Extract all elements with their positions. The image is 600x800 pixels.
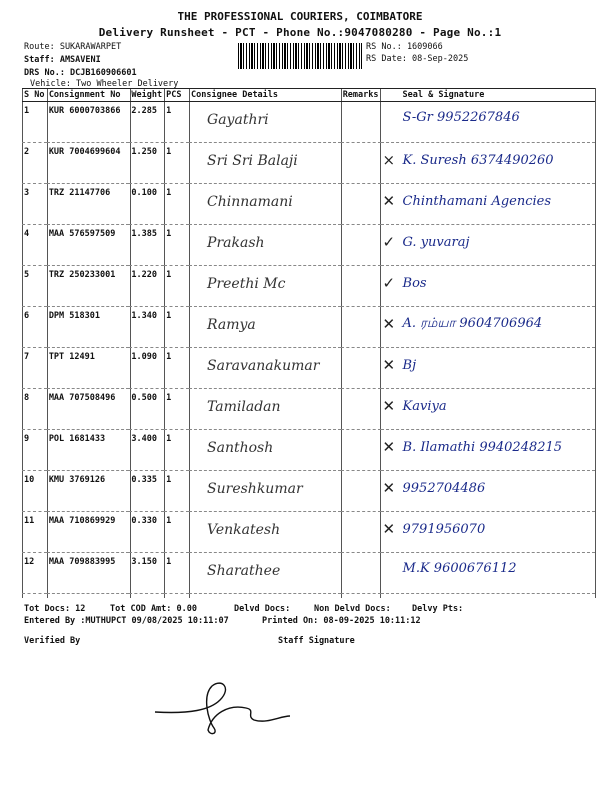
row-sno: 6	[22, 307, 47, 348]
receiver-signature: 9791956070	[402, 521, 486, 537]
row-consignee	[189, 430, 341, 471]
table-row	[22, 512, 595, 553]
table-row	[22, 102, 595, 143]
row-sno: 12	[22, 553, 47, 594]
row-consignee	[189, 307, 341, 348]
tot-cod: Tot COD Amt: 0.00	[110, 604, 197, 614]
receiver-signature: 9952704486	[402, 480, 486, 496]
vehicle-label: Vehicle: Two Wheeler Delivery	[30, 79, 179, 89]
barcode-image	[238, 43, 362, 69]
row-consignment: TRZ 21147706	[47, 184, 130, 225]
table-row	[22, 184, 595, 225]
delvy-pts: Delvy Pts:	[412, 604, 464, 614]
row-seal-signature	[381, 553, 595, 594]
row-consignee	[189, 184, 341, 225]
consignee-handwriting: Preethi Mc	[207, 276, 286, 292]
table-row	[22, 553, 595, 594]
row-weight: 0.500	[129, 389, 164, 430]
row-pcs: 1	[164, 266, 189, 307]
delvd-docs: Delvd Docs:	[234, 604, 291, 614]
runsheet-table	[22, 88, 595, 594]
col-pcs: PCS	[164, 89, 189, 102]
consignee-handwriting: Sharathee	[207, 563, 281, 579]
delivery-mark: ✓	[382, 233, 396, 251]
row-seal-signature	[381, 184, 595, 225]
table-row	[22, 430, 595, 471]
row-sno: 11	[22, 512, 47, 553]
row-remarks	[341, 102, 381, 143]
row-remarks	[341, 266, 381, 307]
row-remarks	[341, 471, 381, 512]
row-consignee	[189, 553, 341, 594]
company-name: THE PROFESSIONAL COURIERS, COIMBATORE	[177, 10, 423, 23]
receiver-signature: S-Gr 9952267846	[402, 110, 520, 125]
table-row	[22, 225, 595, 266]
row-seal-signature	[381, 348, 595, 389]
entered-by: Entered By :MUTHUPCT 09/08/2025 10:11:07	[24, 616, 229, 626]
non-delvd-docs: Non Delvd Docs:	[314, 604, 391, 614]
col-consignee: Consignee Details	[189, 89, 341, 102]
row-pcs: 1	[164, 225, 189, 266]
row-consignment: MAA 709883995	[47, 553, 130, 594]
staff-handwritten-signature	[150, 670, 300, 740]
row-remarks	[341, 430, 381, 471]
consignee-handwriting: Santhosh	[207, 440, 274, 456]
table-row	[22, 389, 595, 430]
row-weight: 1.090	[129, 348, 164, 389]
col-weight: Weight	[131, 90, 163, 100]
table-row	[22, 307, 595, 348]
col-consignment: Consignment No	[47, 89, 130, 102]
runsheet-title: Delivery Runsheet - PCT - Phone No.:9047080280 - Page No.:1	[98, 26, 502, 39]
printed-on: Printed On: 08-09-2025 10:11:12	[262, 616, 421, 626]
row-weight: 1.385	[129, 225, 164, 266]
row-consignee	[189, 389, 341, 430]
table-row	[22, 471, 595, 512]
row-consignee	[189, 102, 341, 143]
row-sno: 5	[22, 266, 47, 307]
drs-number: DRS No.: DCJB160906601	[24, 68, 137, 78]
staff-label: Staff: AMSAVENI	[24, 55, 101, 65]
row-consignee	[189, 512, 341, 553]
row-weight: 1.220	[129, 266, 164, 307]
receiver-signature: M.K 9600676112	[402, 561, 517, 576]
row-consignment: MAA 710869929	[47, 512, 130, 553]
consignee-handwriting: Sureshkumar	[207, 481, 303, 497]
receiver-signature: Kaviya	[402, 398, 447, 414]
row-consignment: TPT 12491	[47, 348, 130, 389]
row-seal-signature	[381, 471, 595, 512]
row-pcs: 1	[164, 307, 189, 348]
route-label: Route: SUKARAWARPET	[24, 42, 122, 52]
row-consignment: KMU 3769126	[47, 471, 130, 512]
row-remarks	[341, 553, 381, 594]
row-weight: 0.100	[129, 184, 164, 225]
row-consignee	[189, 348, 341, 389]
row-consignee	[189, 266, 341, 307]
row-consignment: TRZ 250233001	[47, 266, 130, 307]
row-seal-signature	[381, 102, 595, 143]
row-consignment: POL 1681433	[47, 430, 130, 471]
delivery-mark: ×	[382, 151, 396, 169]
row-weight: 3.150	[129, 553, 164, 594]
delivery-mark: ✓	[382, 274, 396, 292]
row-pcs: 1	[164, 553, 189, 594]
delivery-mark: ✕	[382, 479, 396, 497]
row-pcs: 1	[164, 143, 189, 184]
row-remarks	[341, 143, 381, 184]
row-pcs: 1	[164, 389, 189, 430]
receiver-signature: Bj	[402, 357, 417, 373]
row-sno: 9	[22, 430, 47, 471]
row-consignment: KUR 6000703866	[47, 102, 130, 143]
row-weight: 1.250	[129, 143, 164, 184]
delivery-mark: ✕	[382, 438, 396, 456]
consignee-handwriting: Venkatesh	[207, 522, 281, 538]
rs-number: RS No.: 1609066	[366, 42, 443, 52]
row-sno: 2	[22, 143, 47, 184]
row-seal-signature	[381, 143, 595, 184]
row-weight: 2.285	[129, 102, 164, 143]
receiver-signature: Chinthamani Agencies	[402, 193, 552, 209]
row-weight: 3.400	[129, 430, 164, 471]
consignee-handwriting: Chinnamani	[207, 194, 293, 210]
row-sno: 8	[22, 389, 47, 430]
verified-by: Verified By	[24, 636, 81, 646]
delivery-mark: ✕	[382, 520, 396, 538]
row-pcs: 1	[164, 430, 189, 471]
row-weight: 0.335	[129, 471, 164, 512]
row-sno: 3	[22, 184, 47, 225]
consignee-handwriting: Prakash	[207, 235, 265, 251]
row-remarks	[341, 389, 381, 430]
table-row	[22, 143, 595, 184]
row-consignment: DPM 518301	[47, 307, 130, 348]
row-consignment: KUR 7004699604	[47, 143, 130, 184]
row-remarks	[341, 512, 381, 553]
row-remarks	[341, 184, 381, 225]
row-pcs: 1	[164, 102, 189, 143]
row-remarks	[341, 307, 381, 348]
receiver-signature: G. yuvaraj	[402, 234, 470, 250]
row-remarks	[341, 225, 381, 266]
row-consignee	[189, 143, 341, 184]
row-pcs: 1	[164, 184, 189, 225]
row-seal-signature	[381, 266, 595, 307]
table-header-row	[22, 89, 595, 102]
row-weight: 0.330	[129, 512, 164, 553]
delivery-mark: ✕	[382, 315, 396, 333]
receiver-signature: K. Suresh 6374490260	[402, 152, 554, 168]
row-consignment: MAA 576597509	[47, 225, 130, 266]
receiver-signature: B. Ilamathi 9940248215	[402, 439, 563, 455]
row-consignee	[189, 471, 341, 512]
consignee-handwriting: Saravanakumar	[207, 358, 320, 374]
col-sno: S No	[22, 89, 47, 102]
row-sno: 4	[22, 225, 47, 266]
row-seal-signature	[381, 225, 595, 266]
row-seal-signature	[381, 389, 595, 430]
row-pcs: 1	[164, 348, 189, 389]
table-row	[22, 266, 595, 307]
row-remarks	[341, 348, 381, 389]
consignee-handwriting: Sri Sri Balaji	[207, 153, 298, 169]
receiver-signature: Bos	[402, 275, 427, 291]
col-remarks: Remarks	[342, 90, 379, 100]
row-pcs: 1	[164, 471, 189, 512]
delivery-mark: ✕	[382, 397, 396, 415]
table-row	[22, 348, 595, 389]
row-pcs: 1	[164, 512, 189, 553]
col-seal-signature: Seal & Signature	[381, 89, 595, 102]
delivery-mark: ✕	[382, 356, 396, 374]
row-consignment: MAA 707508496	[47, 389, 130, 430]
staff-signature-label: Staff Signature	[278, 636, 355, 646]
row-consignee	[189, 225, 341, 266]
consignee-handwriting: Gayathri	[207, 112, 269, 128]
delivery-mark: ✕	[382, 192, 396, 210]
consignee-handwriting: Tamiladan	[207, 399, 281, 415]
row-sno: 1	[22, 102, 47, 143]
row-sno: 7	[22, 348, 47, 389]
consignee-handwriting: Ramya	[207, 317, 256, 333]
rs-date: RS Date: 08-Sep-2025	[366, 54, 469, 64]
row-seal-signature	[381, 430, 595, 471]
row-weight: 1.340	[129, 307, 164, 348]
row-sno: 10	[22, 471, 47, 512]
row-seal-signature	[381, 307, 595, 348]
receiver-signature: A. ரம்யா 9604706964	[402, 316, 543, 331]
tot-docs: Tot Docs: 12	[24, 604, 86, 614]
row-seal-signature	[381, 512, 595, 553]
